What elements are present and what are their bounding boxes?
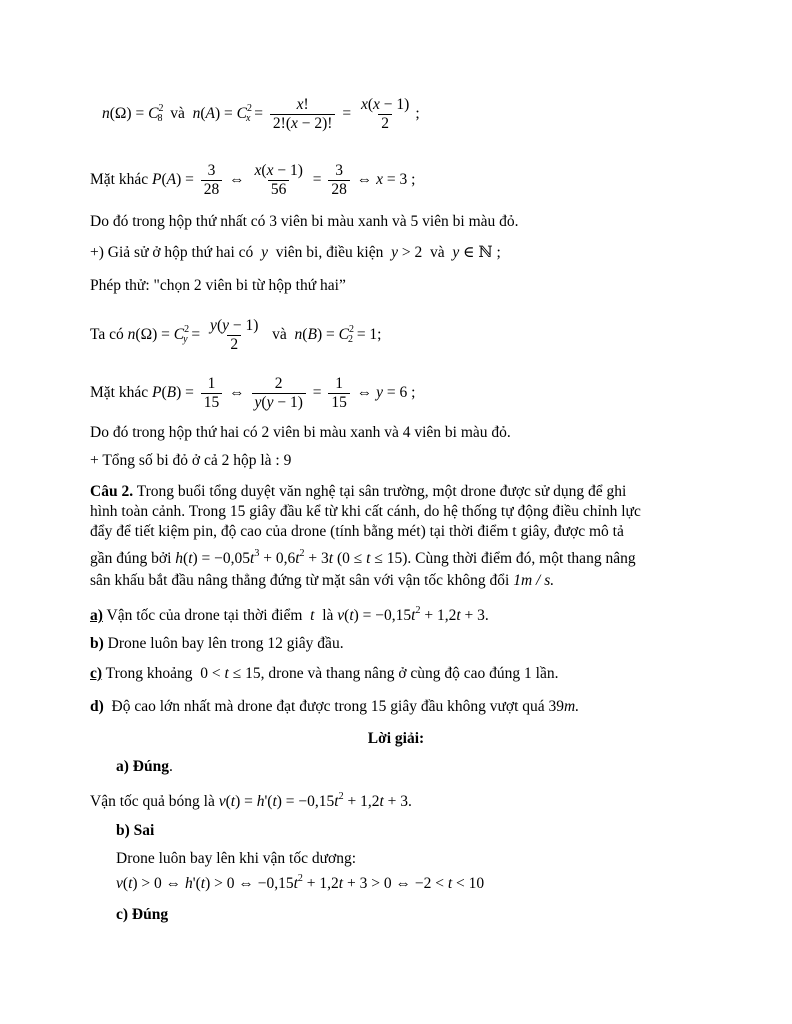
text-fragment: Trong buổi tổng duyệt văn nghệ tại sân trường, một drone được sử dụng để ghi — [136, 483, 627, 500]
option-b — [90, 634, 344, 654]
text-fragment: Ta có — [90, 326, 124, 344]
option-label: b) — [90, 635, 104, 652]
text-fragment: . Cùng thời điểm đó, một thang nâng — [407, 550, 636, 567]
text-fragment: gần đúng bởi — [90, 550, 172, 567]
word-and: và — [272, 326, 287, 344]
formula-pb: Mặt khác P(B) = $\frac{1}{15}$ ⇔ $\frac{2}{y(y - 1)}$ = $\frac{1}{15}$ ⇔ y = 6 ; — [90, 375, 416, 411]
solution-b-formula: v(t) > 0 ⇔ h'(t) > 0 ⇔ $-0,15t^2 + 1,2t + 3 > 0$ ⇔ −2 < t < 10 — [116, 873, 485, 892]
solution-b-head — [90, 821, 154, 841]
solution-title: Lời giải: — [367, 730, 425, 747]
text-fragment: đẩy để tiết kiệm pin, độ cao của drone (tính bằng mét) tại thời điểm t giây, được mô tả — [90, 523, 624, 540]
formula-pa: Mặt khác P(A) = $\frac{3}{28}$ ⇔ $\frac{x(x - 1)}{56}$ = $\frac{3}{28}$ ⇔ x = 3 ; — [90, 162, 416, 198]
text-fragment: Vận tốc của drone tại thời điểm — [106, 607, 303, 624]
text-line: Do đó trong hộp thứ nhất có 3 viên bi màu xanh và 5 viên bi màu đỏ. — [90, 213, 519, 230]
text-fragment: Drone luôn bay lên trong 12 giây đầu. — [107, 635, 344, 652]
text-fragment: và — [429, 244, 445, 261]
text-fragment: sân khấu bắt đầu nâng thẳng đứng từ mặt sân với vận tốc không đổi — [90, 572, 510, 589]
text-fragment: hình toàn cảnh. Trong 15 giây đầu kể từ khi cất cánh, do hệ thống tự động điều chỉnh lực — [90, 503, 641, 520]
unit-meter: m. — [564, 698, 580, 715]
unit-velocity: 1m / s. — [513, 572, 555, 589]
question-paragraph: Câu 2. Trong buổi tổng duyệt văn nghệ tại sân trường, một drone được sử dụng để ghi hình toàn cảnh. Trong 15 giây đầu kể từ khi cất cánh, do hệ thống tự động điều chỉnh lực đẩy để tiết kiệm pin, độ cao của drone (tính bằng mét) tại thời điểm t giây, được mô tả gần đúng bởi $h(t) = -0,05t^3 + 0,6t^2 + 3t$ (0 ≤ t ≤ 15). Cùng thời điểm đó, một thang nâng sân khấu bắt đầu nâng thẳng đứng từ mặt sân với vận tốc không đổi 1m / s. — [90, 482, 702, 591]
formula-omega-b: Ta có $n(\Omega) = C^2_y$ = $\frac{y(y - 1)}{2}$ và $n(B) = C^2_2 = 1$; — [90, 317, 382, 353]
option-d — [90, 697, 579, 717]
option-c: c) Trong khoảng 0 < t ≤ 15, drone và thang nâng ở cùng độ cao đúng 1 lần. — [90, 665, 559, 682]
solution-b-line: Drone luôn bay lên khi vận tốc dương: — [116, 850, 357, 867]
text-line: + Tổng số bi đỏ ở cả 2 hộp là : 9 — [90, 452, 292, 469]
text-line: Phép thử: "chọn 2 viên bi từ hộp thứ hai” — [90, 277, 346, 294]
option-a: a) Vận tốc của drone tại thời điểm t là $v(t) = -0,15t^2 + 1,2t + 3$. — [90, 605, 489, 624]
label-mat-khac: Mặt khác — [90, 384, 149, 402]
question-label: Câu 2. — [90, 483, 134, 500]
formula-omega-a: $n(\Omega) = C^2_8$ và $n(A) = C^2_x$ = $\frac{x!}{2!(x - 2)!}$ = $\frac{x(x - 1)}{2}$ ; — [102, 96, 420, 132]
answer-label: b) Sai — [116, 822, 155, 839]
text-fragment: , drone và thang nâng ở cùng độ cao đúng 1 lần. — [260, 665, 559, 682]
text-fragment: viên bi, điều kiện — [275, 244, 384, 261]
option-label: a) — [90, 607, 103, 624]
option-label: d) — [90, 698, 104, 715]
solution-a-line: Vận tốc quả bóng là $v(t) = h'(t) = -0,15t^2 + 1,2t + 3$. — [90, 791, 412, 810]
text-fragment: Độ cao lớn nhất mà drone đạt được trong 15 giây đầu không vượt quá 39 — [111, 698, 565, 715]
text-line: Do đó trong hộp thứ hai có 2 viên bi màu xanh và 4 viên bi màu đỏ. — [90, 424, 511, 441]
text-fragment: Vận tốc quả bóng là — [90, 793, 215, 810]
word-and: và — [170, 105, 185, 123]
text-fragment: là — [322, 607, 334, 624]
solution-c-head — [90, 905, 168, 925]
answer-label: c) Đúng — [116, 906, 169, 923]
solution-a-head: a) Đúng. — [116, 758, 173, 775]
text-fragment: +) Giả sử ở hộp thứ hai có — [90, 244, 254, 261]
answer-label: a) Đúng — [116, 758, 169, 775]
label-mat-khac: Mặt khác — [90, 171, 149, 189]
text-fragment: Trong khoảng — [105, 665, 193, 682]
option-label: c) — [90, 665, 103, 682]
text-line-condition: +) Giả sử ở hộp thứ hai có y viên bi, điều kiện y > 2 và y ∈ ℕ ; — [90, 244, 501, 261]
